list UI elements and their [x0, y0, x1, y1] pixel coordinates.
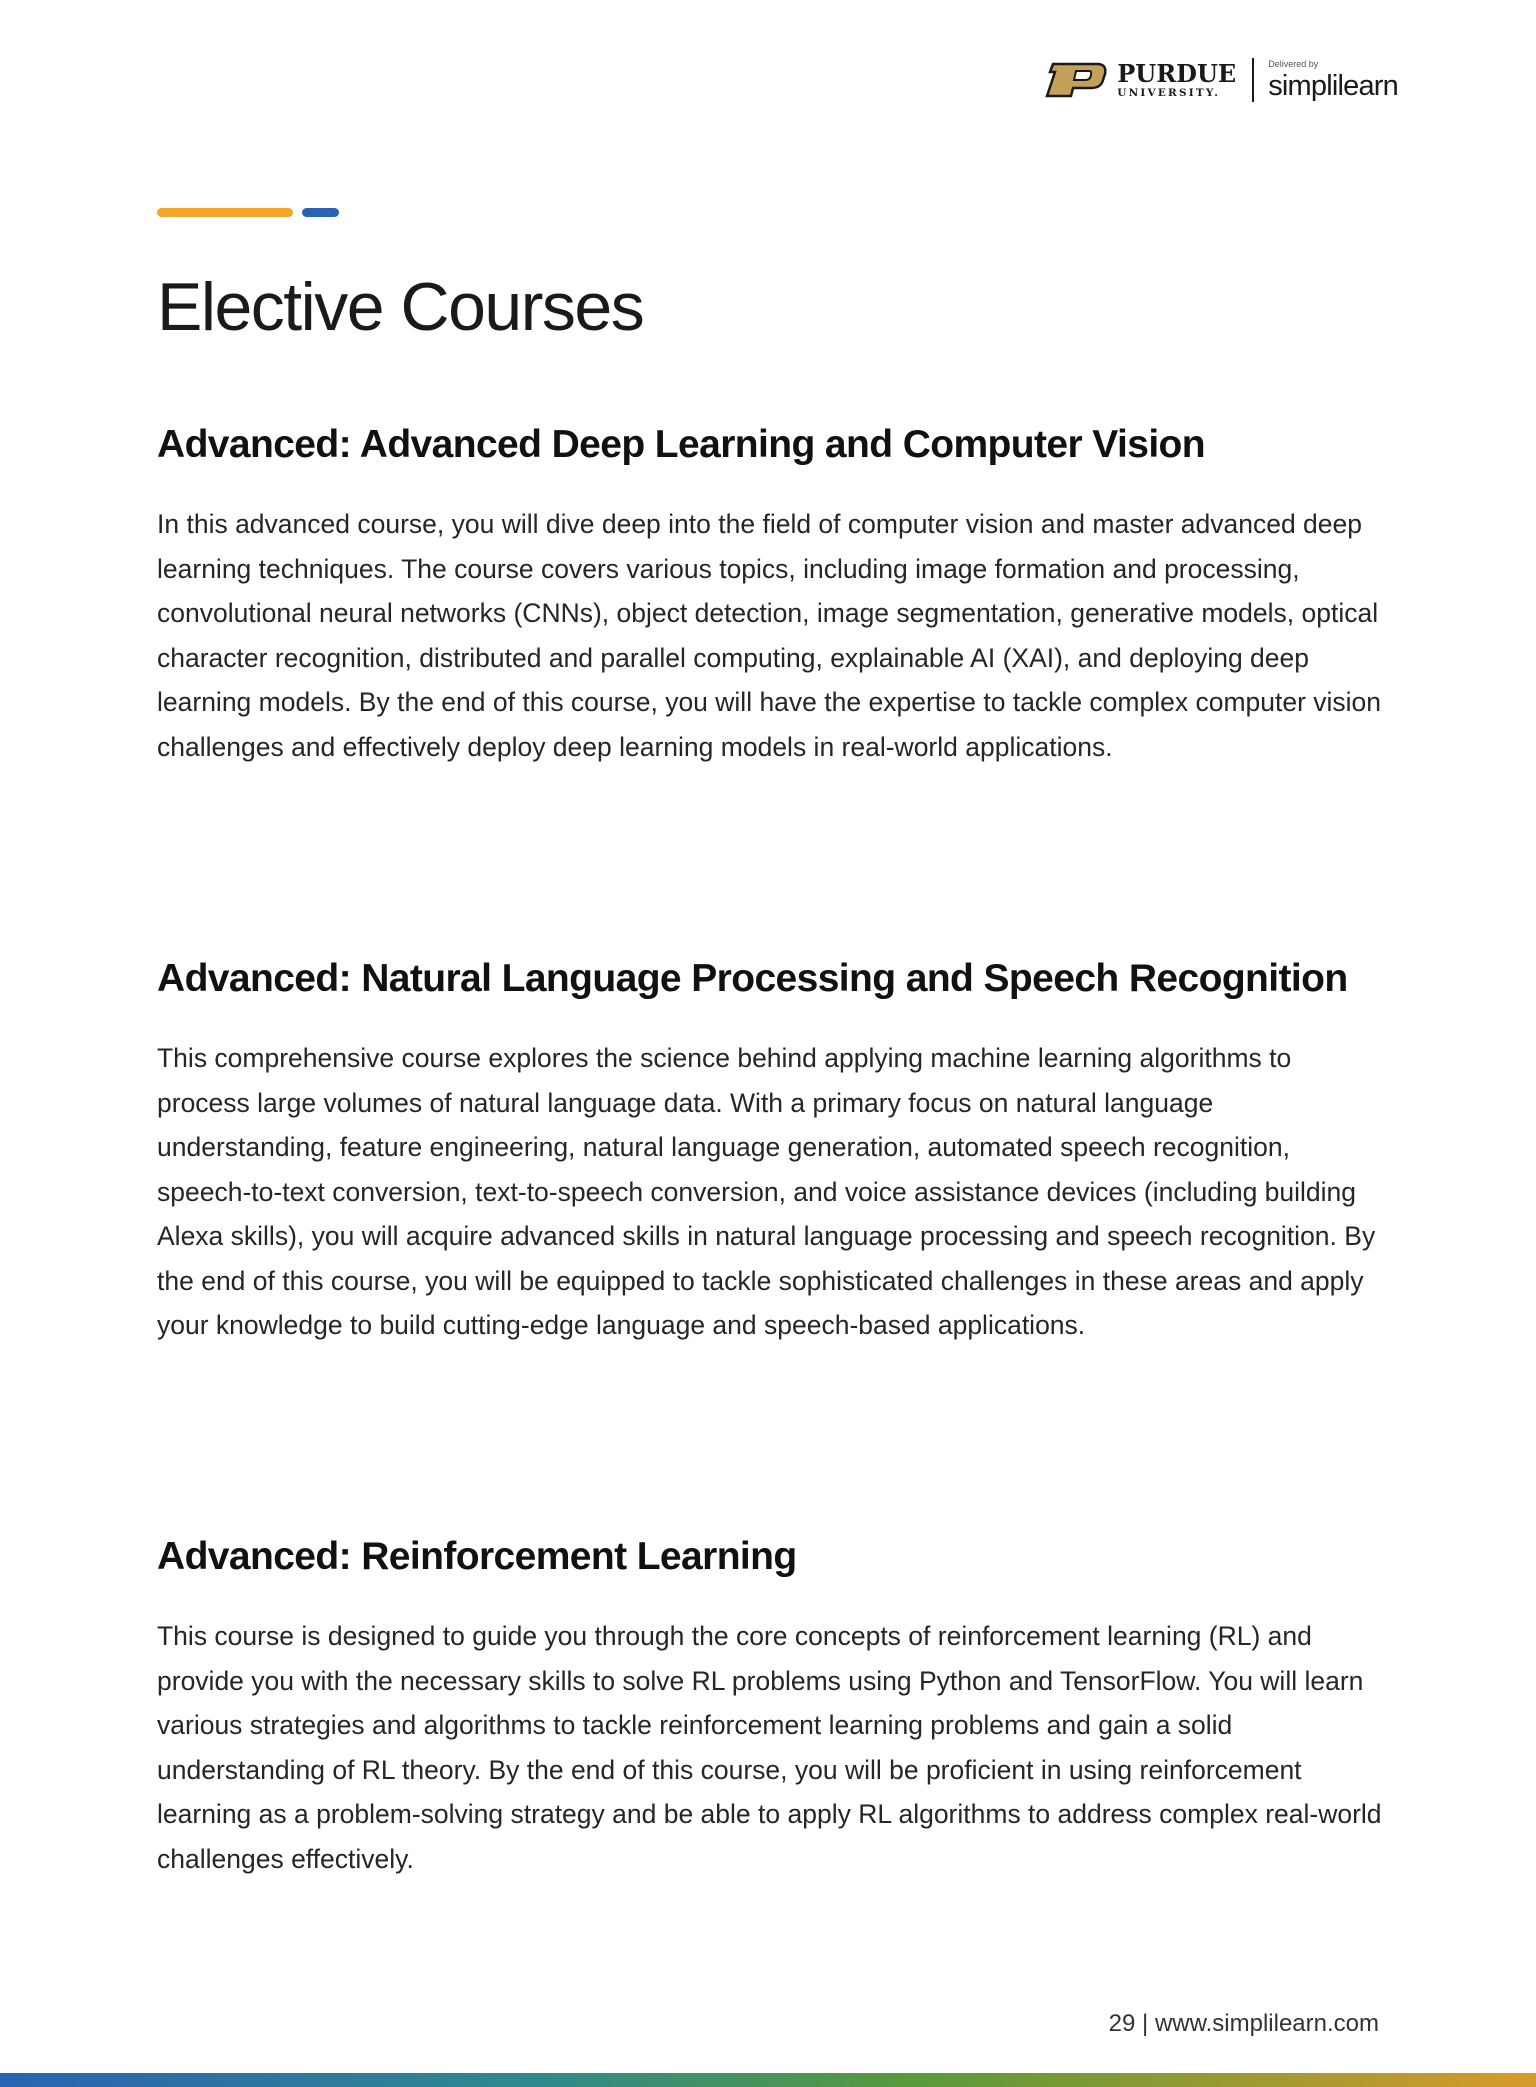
- simplilearn-name: simplilearn: [1268, 69, 1398, 102]
- page-title: Elective Courses: [157, 269, 644, 345]
- purdue-university: UNIVERSITY.: [1117, 86, 1221, 99]
- purdue-p-icon: [1043, 62, 1109, 98]
- section-heading: Advanced: Advanced Deep Learning and Computer Vision: [157, 423, 1206, 466]
- purdue-name: PURDUE: [1117, 58, 1237, 88]
- course-section-reinforcement-learning: [157, 1530, 1387, 1881]
- section-body: In this advanced course, you will dive deep into the field of computer vision and master advanced deep learning techniques. The course covers various topics, including image formation and processing, convolutional neural networks (CNNs), object detection, image segmentation, generative models, optical character recognition, distributed and parallel computing, explainable AI (XAI), and deploying deep learning models. By the end of this course, you will have the expertise to tackle complex computer vision challenges and effectively deploy deep learning models in real-world applications.: [157, 509, 1382, 762]
- section-heading: Advanced: Reinforcement Learning: [157, 1535, 797, 1578]
- simplilearn-logo: [1268, 60, 1398, 101]
- section-body: This comprehensive course explores the science behind applying machine learning algorithms to process large volumes of natural language data. With a primary focus on natural language understanding, feature engineering, natural language generation, automated speech recognition, speech-to-text conversion, text-to-speech conversion, and voice assistance devices (including building Alexa skills), you will acquire advanced skills in natural language processing and speech recognition. By the end of this course, you will be equipped to tackle sophisticated challenges in these areas and apply your knowledge to build cutting-edge language and speech-based applications.: [157, 1043, 1376, 1340]
- section-body: This course is designed to guide you through the core concepts of reinforcement learning (RL) and provide you with the necessary skills to solve RL problems using Python and TensorFlow. You will learn various strategies and algorithms to tackle reinforcement learning problems and gain a solid understanding of RL theory. By the end of this course, you will be proficient in using reinforcement learning as a problem-solving strategy and be able to apply RL algorithms to address complex real-world challenges effectively.: [157, 1621, 1382, 1874]
- footer-gradient-bar: [0, 2073, 1536, 2087]
- accent-bar-orange: [157, 208, 293, 217]
- section-heading: Advanced: Natural Language Processing and Speech Recognition: [157, 957, 1348, 1000]
- header-logos: [1043, 56, 1398, 104]
- purdue-logo: [1043, 58, 1237, 99]
- delivered-by-label: Delivered by: [1268, 58, 1319, 69]
- page-footer: 29 | www.simplilearn.com: [1108, 2010, 1379, 2037]
- accent-bar-blue: [302, 208, 339, 217]
- logo-divider: [1252, 58, 1254, 102]
- title-accent: [157, 208, 339, 217]
- course-section-nlp: [157, 952, 1387, 1348]
- course-section-deep-learning: [157, 418, 1387, 769]
